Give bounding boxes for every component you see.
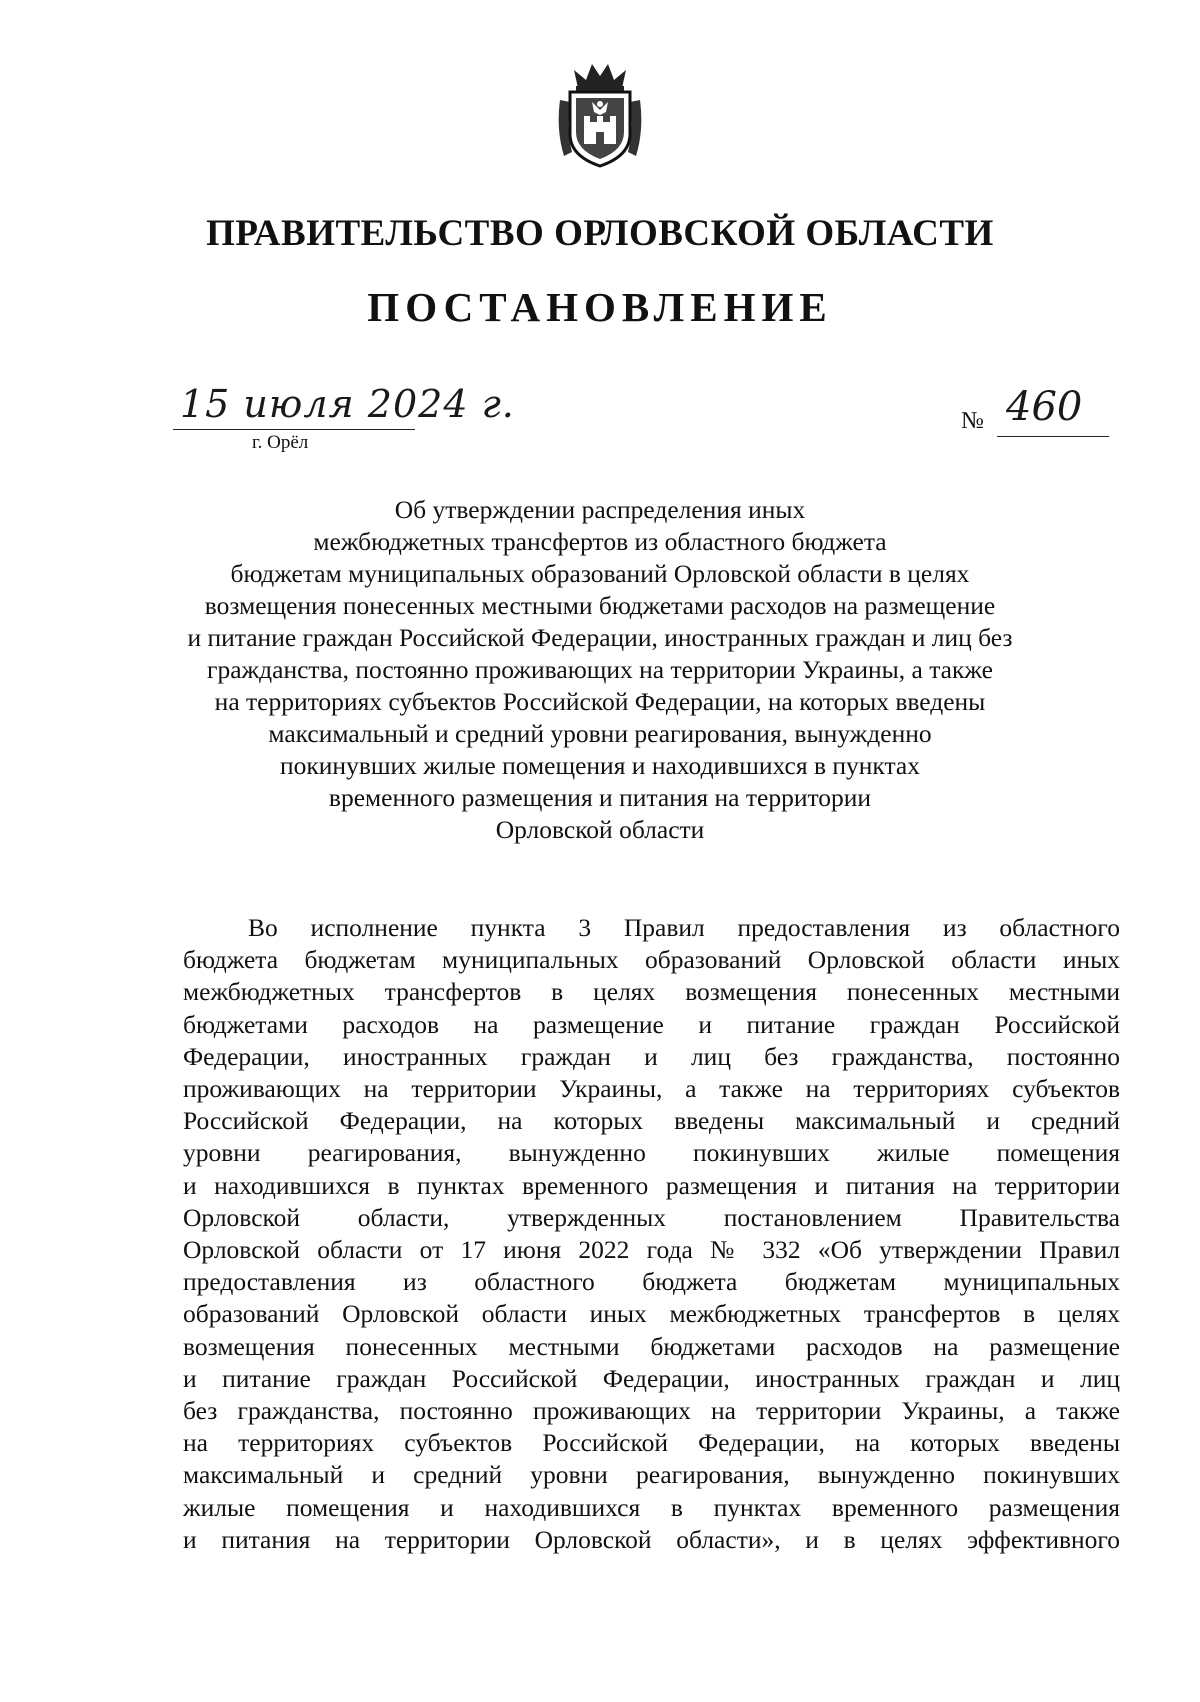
body-line: образований Орловской области иных межбюджетных трансфертов в целях (183, 1299, 1120, 1329)
body-line: и питания на территории Орловской области», и в целях эффективного (183, 1524, 1120, 1554)
body-line: Российской Федерации, на которых введены максимальный и средний (183, 1106, 1120, 1136)
subject-line: на территориях субъектов Российской Федерации, на которых введены (214, 687, 986, 716)
date-underline (173, 429, 415, 430)
body-line: максимальный и средний уровни реагирования, вынужденно покинувших (183, 1460, 1120, 1490)
subject-line: межбюджетных трансфертов из областного бюджета (313, 527, 887, 556)
body-line: Орловской области от 17 июня 2022 года № 332 «Об утверждении Правил (183, 1235, 1120, 1265)
body-line: Во исполнение пункта 3 Правил предоставления из областного (248, 913, 1120, 942)
subject-line: покинувших жилые помещения и находившихся в пунктах (279, 751, 920, 780)
body-line: без гражданства, постоянно проживающих на территории Украины, а также (183, 1396, 1120, 1426)
subject-line: гражданства, постоянно проживающих на территории Украины, а также (207, 655, 993, 684)
subject-line: возмещения понесенных местными бюджетами расходов на размещение (204, 591, 996, 620)
organization-title: ПРАВИТЕЛЬСТВО ОРЛОВСКОЙ ОБЛАСТИ (206, 213, 994, 254)
body-line: предоставления из областного бюджета бюджетам муниципальных (183, 1267, 1120, 1297)
subject-line: максимальный и средний уровни реагирования, вынужденно (268, 719, 932, 748)
document-date: 15 июля 2024 г. (180, 382, 515, 426)
subject-line: бюджетам муниципальных образований Орловской области в целях (230, 559, 970, 588)
body-line: возмещения понесенных местными бюджетами расходов на размещение (183, 1331, 1120, 1361)
body-line: и находившихся в пунктах временного размещения и питания на территории (183, 1170, 1120, 1200)
body-line: уровни реагирования, вынужденно покинувших жилые помещения (183, 1138, 1120, 1168)
coat-of-arms-icon (554, 60, 646, 170)
subject-line: временного размещения и питания на территории (328, 783, 872, 812)
body-line: жилые помещения и находившихся в пунктах временного размещения (183, 1492, 1120, 1522)
body-line: Орловской области, утвержденных постановлением Правительства (183, 1202, 1120, 1232)
subject-line: Орловской области (495, 815, 705, 844)
body-line: бюджета бюджетам муниципальных образований Орловской области иных (183, 945, 1120, 975)
document-type-title: ПОСТАНОВЛЕНИЕ (367, 284, 833, 330)
number-label: № (961, 408, 984, 434)
subject-line: Об утверждении распределения иных (394, 495, 806, 524)
body-line: Федерации, иностранных граждан и лиц без гражданства, постоянно (183, 1041, 1120, 1071)
body-line: проживающих на территории Украины, а также на территориях субъектов (183, 1074, 1120, 1104)
document-subject (120, 494, 1080, 846)
document-city: г. Орёл (252, 432, 309, 453)
number-underline (997, 436, 1109, 437)
document-body (183, 912, 1120, 1556)
body-line: на территориях субъектов Российской Федерации, на которых введены (183, 1428, 1120, 1458)
body-line: бюджетами расходов на размещение и питание граждан Российской (183, 1009, 1120, 1039)
body-line: и питание граждан Российской Федерации, иностранных граждан и лиц (183, 1363, 1120, 1393)
subject-line: и питание граждан Российской Федерации, иностранных граждан и лиц без (187, 623, 1013, 652)
body-line: межбюджетных трансфертов в целях возмещения понесенных местными (183, 977, 1120, 1007)
document-number: 460 (1006, 384, 1083, 430)
